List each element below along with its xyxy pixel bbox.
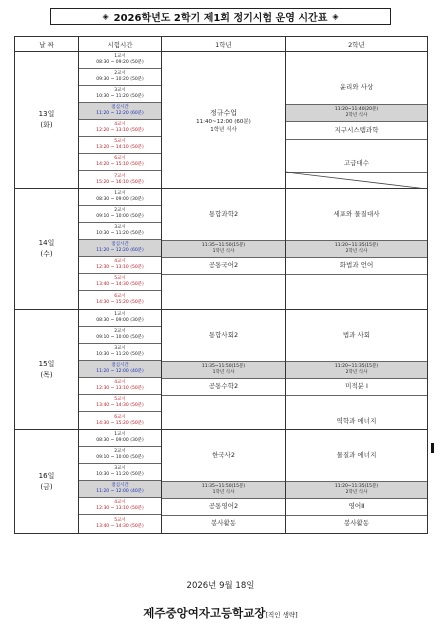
exam-subject: 통합과학2 [208,210,239,218]
day-weekday: (금) [40,482,53,491]
day-date-cell [15,52,79,188]
lunch-slot: 점심시간 11:20 ~ 12:20 (60분) [79,103,161,120]
time-slots [79,310,162,429]
regular-class-cell [162,52,285,189]
time-slot: 5교시 13:40 ~ 14:30 (50분) [79,395,161,412]
day-weekday: (화) [40,121,53,129]
time-slot: 1교시 08:30 ~ 09:00 (30분) [79,430,161,447]
exam-subject: 역학과 에너지 [336,417,377,425]
exam-subject: 지구시스템과학 [334,125,379,134]
exam-subject: 물질과 에너지 [336,451,377,459]
time-slot: 1교시 08:30 ~ 09:20 (50분) [79,52,161,69]
time-slot: 4교시 12:30 ~ 13:10 (50분) [79,257,161,274]
time-slot: 2교시 09:10 ~ 10:00 (50분) [79,206,161,223]
grade1-column [162,430,286,533]
school-name: 제주중앙여자고등학교장 [143,606,266,620]
grade2-column [286,52,427,188]
time-slot: 6교시 14:20 ~ 15:10 (50분) [79,154,161,171]
page-title [50,8,391,25]
day-block-13 [15,52,427,189]
grade2-lunch-cell: 11:20~11:35(15분) 2학년 식사 [286,362,427,378]
grade2-lunch-cell: 11:20~11:35(15분) 2학년 식사 [286,482,427,498]
exam-subject: 통합사회2 [208,331,239,339]
time-slot: 2교시 09:10 ~ 10:00 (50분) [79,327,161,344]
grade1-lunch-cell: 11:35~11:50(15분) 1학년 식사 [162,362,285,378]
exam-subject: 화법과 언어 [339,261,374,269]
title-mark-right: ◈ [332,12,339,21]
grade1-column [162,52,286,188]
grade2-lunch-cell: 11:20~11:40(20분) 2학년 식사 [286,105,427,121]
time-slot: 3교시 10:30 ~ 11:20 (50분) [79,86,161,103]
time-slot: 3교시 10:30 ~ 11:20 (50분) [79,344,161,361]
time-slot: 4교시 12:20 ~ 13:10 (50분) [79,120,161,137]
header-date: 날 짜 [15,37,79,51]
day-block-15 [15,310,427,430]
exam-subject: 봉사활동 [210,519,237,527]
exam-subject: 윤리와 사상 [339,82,374,91]
day-date-cell [15,189,79,309]
grade1-lunch-cell: 11:35~11:50(15분) 1학년 식사 [162,482,285,498]
title-text: 2026학년도 2학기 제1회 정기시험 운영 시간표 [113,13,328,24]
lunch-slot: 점심시간 11:20 ~ 12:00 (40분) [79,481,161,498]
exam-subject: 한국사2 [212,451,235,459]
day-date: 13일 [38,110,55,118]
exam-subject: 공통수학2 [208,382,239,390]
grade1-lunch-cell: 11:35~11:50(15분) 1학년 식사 [162,241,285,257]
grade2-column [286,310,427,429]
grade1-lunch-time: 11:40~12:00 (60분) [196,118,251,125]
day-weekday: (목) [40,370,53,379]
diagonal-line [286,52,427,189]
time-slot: 4교시 12:30 ~ 13:10 (50분) [79,498,161,515]
page-edge-marker [431,443,434,453]
grade1-column [162,310,286,429]
lunch-slot: 점심시간 11:20 ~ 12:20 (60분) [79,240,161,257]
time-slot: 2교시 09:30 ~ 10:20 (50분) [79,69,161,86]
time-slots [79,52,162,188]
day-date-cell [15,430,79,533]
day-block-16 [15,430,427,533]
exam-subject: 영어Ⅱ [348,502,365,510]
time-slot: 3교시 10:30 ~ 11:20 (50분) [79,464,161,481]
exam-subject: 고급대수 [343,158,370,167]
day-block-14 [15,189,427,310]
table-header-row [15,37,427,52]
time-slots [79,430,162,533]
day-date-cell [15,310,79,429]
exam-subject: 봉사활동 [343,519,370,527]
header-grade1: 1학년 [162,37,286,51]
exam-subject: 세포와 물질대사 [333,210,380,218]
seal-omitted-label: [직인 생략] [265,611,298,619]
grade1-lunch-label: 1학년 식사 [210,126,237,133]
schedule-table [14,36,428,534]
document-date: 2026년 9월 18일 [186,581,255,591]
exam-subject: 미적분 Ⅰ [345,382,368,390]
grade2-column [286,430,427,533]
time-slot: 1교시 08:30 ~ 09:00 (30분) [79,189,161,206]
day-date: 16일 [38,471,55,480]
time-slots [79,189,162,309]
time-slot: 7교시 15:20 ~ 16:10 (50분) [96,173,144,185]
time-slot: 3교시 10:30 ~ 11:20 (50분) [79,223,161,240]
time-slot: 6교시 14:30 ~ 15:20 (50분) [96,293,144,305]
time-slot: 5교시 13:40 ~ 14:30 (50분) [79,274,161,291]
header-grade2: 2학년 [348,40,365,49]
regular-class-label: 정규수업 [209,108,238,117]
time-slot: 6교시 14:30 ~ 15:20 (50분) [96,414,144,426]
time-slot: 5교시 13:40 ~ 14:30 (50분) [96,517,144,529]
header-time: 시험시간 [79,37,162,51]
day-date: 14일 [38,239,55,247]
day-date: 15일 [38,359,55,368]
exam-subject: 공통국어2 [208,261,239,269]
exam-subject: 법과 사회 [342,331,371,339]
time-slot: 1교시 08:30 ~ 09:00 (30분) [79,310,161,327]
time-slot: 2교시 09:10 ~ 10:00 (50분) [79,447,161,464]
exam-subject: 공통영어2 [208,502,239,510]
grade1-column [162,189,286,309]
time-slot: 4교시 12:30 ~ 13:10 (50분) [79,378,161,395]
grade2-column [286,189,427,309]
grade2-lunch-cell: 11:20~11:35(15분) 2학년 식사 [286,241,427,257]
school-principal-signature [0,605,441,621]
day-weekday: (수) [40,250,53,258]
time-slot: 5교시 13:20 ~ 14:10 (50분) [79,137,161,154]
lunch-slot: 점심시간 11:20 ~ 12:00 (40분) [79,361,161,378]
title-mark-left: ◈ [102,12,109,21]
